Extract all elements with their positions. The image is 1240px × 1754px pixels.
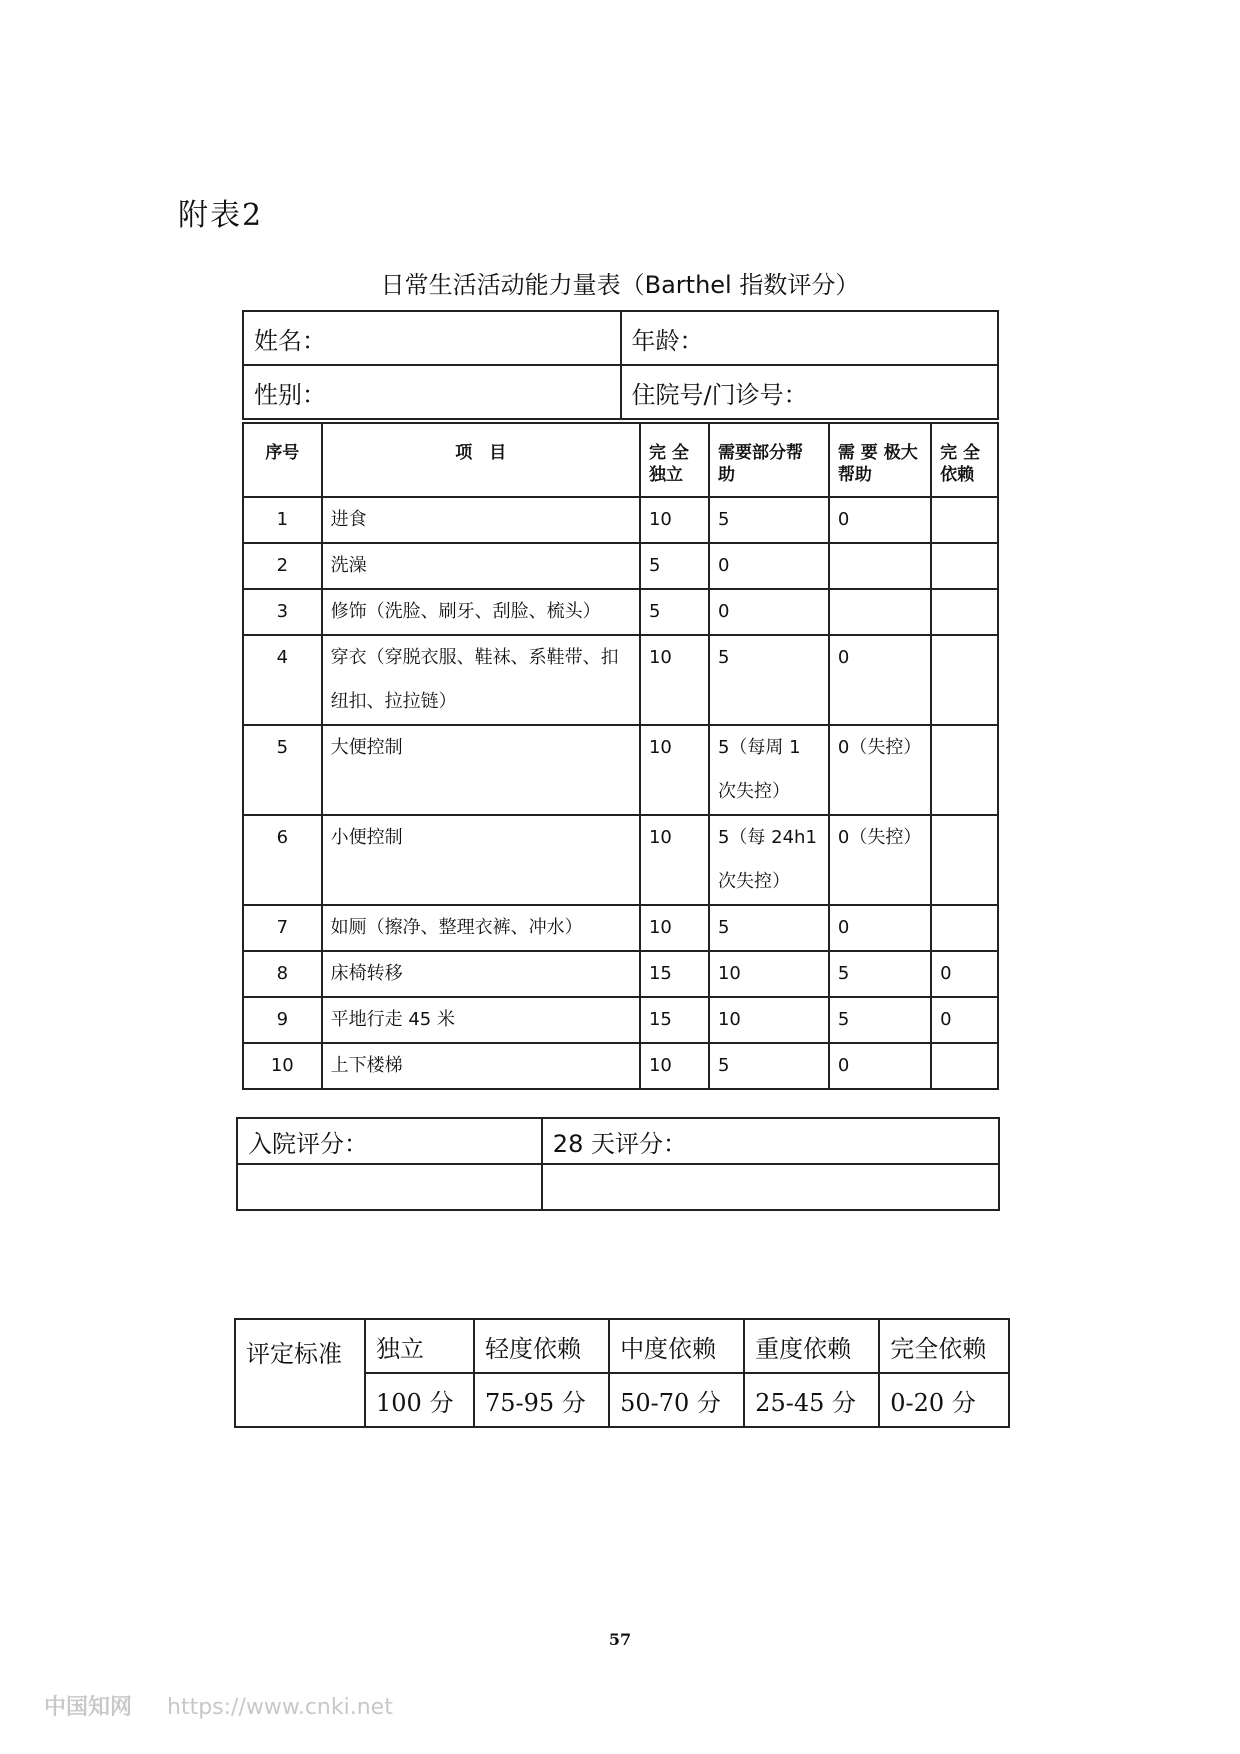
row-dependent	[931, 543, 998, 589]
age-field: 年龄：	[621, 311, 999, 365]
row-partial-help: 10	[709, 951, 829, 997]
row-index: 5	[243, 725, 322, 815]
row-partial-help: 5	[709, 1043, 829, 1089]
level-complete: 完全依赖	[879, 1319, 1009, 1373]
row-independent: 15	[640, 951, 709, 997]
admission-score-value	[237, 1164, 542, 1210]
row-major-help: 5	[829, 951, 931, 997]
row-independent: 5	[640, 589, 709, 635]
row-dependent	[931, 815, 998, 905]
name-field: 姓名：	[243, 311, 621, 365]
row-item: 床椅转移	[322, 951, 640, 997]
row-independent: 10	[640, 1043, 709, 1089]
id-field: 住院号/门诊号：	[621, 365, 999, 419]
header-index: 序号	[243, 423, 322, 497]
row-independent: 15	[640, 997, 709, 1043]
row-dependent	[931, 589, 998, 635]
level-moderate: 中度依赖	[609, 1319, 744, 1373]
row-partial-help: 10	[709, 997, 829, 1043]
table-row	[243, 543, 998, 589]
row-partial-help: 0	[709, 543, 829, 589]
range-moderate: 50-70 分	[609, 1373, 744, 1427]
table-row	[243, 635, 998, 725]
range-independent: 100 分	[365, 1373, 474, 1427]
row-dependent: 0	[931, 997, 998, 1043]
table-row	[243, 997, 998, 1043]
range-complete: 0-20 分	[879, 1373, 1009, 1427]
row-dependent	[931, 725, 998, 815]
score-body	[243, 497, 998, 1089]
range-severe: 25-45 分	[744, 1373, 879, 1427]
header-dependent: 完 全依赖	[931, 423, 998, 497]
row-item: 修饰（洗脸、刷牙、刮脸、梳头）	[322, 589, 640, 635]
row-dependent	[931, 635, 998, 725]
row-dependent	[931, 1043, 998, 1089]
row-partial-help: 0	[709, 589, 829, 635]
row-item: 穿衣（穿脱衣服、鞋袜、系鞋带、扣纽扣、拉拉链）	[322, 635, 640, 725]
row-major-help: 0（失控）	[829, 725, 931, 815]
gender-field: 性别：	[243, 365, 621, 419]
row-item: 平地行走 45 米	[322, 997, 640, 1043]
range-mild: 75-95 分	[474, 1373, 609, 1427]
level-severe: 重度依赖	[744, 1319, 879, 1373]
row-index: 7	[243, 905, 322, 951]
header-item: 项 目	[322, 423, 640, 497]
table-row	[243, 589, 998, 635]
row-index: 2	[243, 543, 322, 589]
row-major-help: 0	[829, 905, 931, 951]
row-major-help	[829, 543, 931, 589]
row-index: 3	[243, 589, 322, 635]
table-row	[243, 905, 998, 951]
row-item: 大便控制	[322, 725, 640, 815]
row-index: 10	[243, 1043, 322, 1089]
patient-info-table	[242, 310, 999, 420]
row-independent: 10	[640, 905, 709, 951]
level-mild: 轻度依赖	[474, 1319, 609, 1373]
row-major-help: 0	[829, 1043, 931, 1089]
watermark-brand: 中国知网	[44, 1695, 133, 1720]
row-independent: 5	[640, 543, 709, 589]
criteria-table	[234, 1318, 1010, 1428]
table-row	[243, 725, 998, 815]
admission-score-table	[236, 1117, 1000, 1211]
header-major-help: 需 要 极大帮助	[829, 423, 931, 497]
row-item: 进食	[322, 497, 640, 543]
watermark-url: https://www.cnki.net	[167, 1695, 393, 1720]
table-title: 日常生活活动能力量表（Barthel 指数评分）	[380, 271, 860, 299]
row-dependent	[931, 497, 998, 543]
row-partial-help: 5	[709, 497, 829, 543]
row-major-help	[829, 589, 931, 635]
row-major-help: 0（失控）	[829, 815, 931, 905]
table-row	[243, 815, 998, 905]
day28-score-value	[542, 1164, 999, 1210]
row-major-help: 0	[829, 635, 931, 725]
row-index: 1	[243, 497, 322, 543]
criteria-label: 评定标准	[235, 1319, 365, 1427]
row-independent: 10	[640, 815, 709, 905]
table-row	[243, 1043, 998, 1089]
row-index: 8	[243, 951, 322, 997]
row-item: 小便控制	[322, 815, 640, 905]
row-partial-help: 5	[709, 635, 829, 725]
row-independent: 10	[640, 635, 709, 725]
appendix-label: 附表2	[178, 198, 264, 233]
admission-score-label: 入院评分：	[237, 1118, 542, 1164]
row-major-help: 5	[829, 997, 931, 1043]
row-major-help: 0	[829, 497, 931, 543]
table-row	[243, 951, 998, 997]
row-dependent	[931, 905, 998, 951]
header-partial-help: 需要部分帮助	[709, 423, 829, 497]
row-item: 上下楼梯	[322, 1043, 640, 1089]
header-independent: 完 全独立	[640, 423, 709, 497]
barthel-score-table	[242, 422, 999, 1090]
page-number: 57	[608, 1630, 632, 1649]
row-independent: 10	[640, 725, 709, 815]
score-header-row	[243, 423, 998, 497]
row-index: 4	[243, 635, 322, 725]
row-item: 如厕（擦净、整理衣裤、冲水）	[322, 905, 640, 951]
table-row	[243, 497, 998, 543]
row-index: 9	[243, 997, 322, 1043]
row-dependent: 0	[931, 951, 998, 997]
day28-score-label: 28 天评分：	[542, 1118, 999, 1164]
row-independent: 10	[640, 497, 709, 543]
row-partial-help: 5	[709, 905, 829, 951]
row-item: 洗澡	[322, 543, 640, 589]
row-partial-help: 5（每 24h1 次失控）	[709, 815, 829, 905]
watermark	[44, 1690, 393, 1721]
row-partial-help: 5（每周 1 次失控）	[709, 725, 829, 815]
level-independent: 独立	[365, 1319, 474, 1373]
row-index: 6	[243, 815, 322, 905]
